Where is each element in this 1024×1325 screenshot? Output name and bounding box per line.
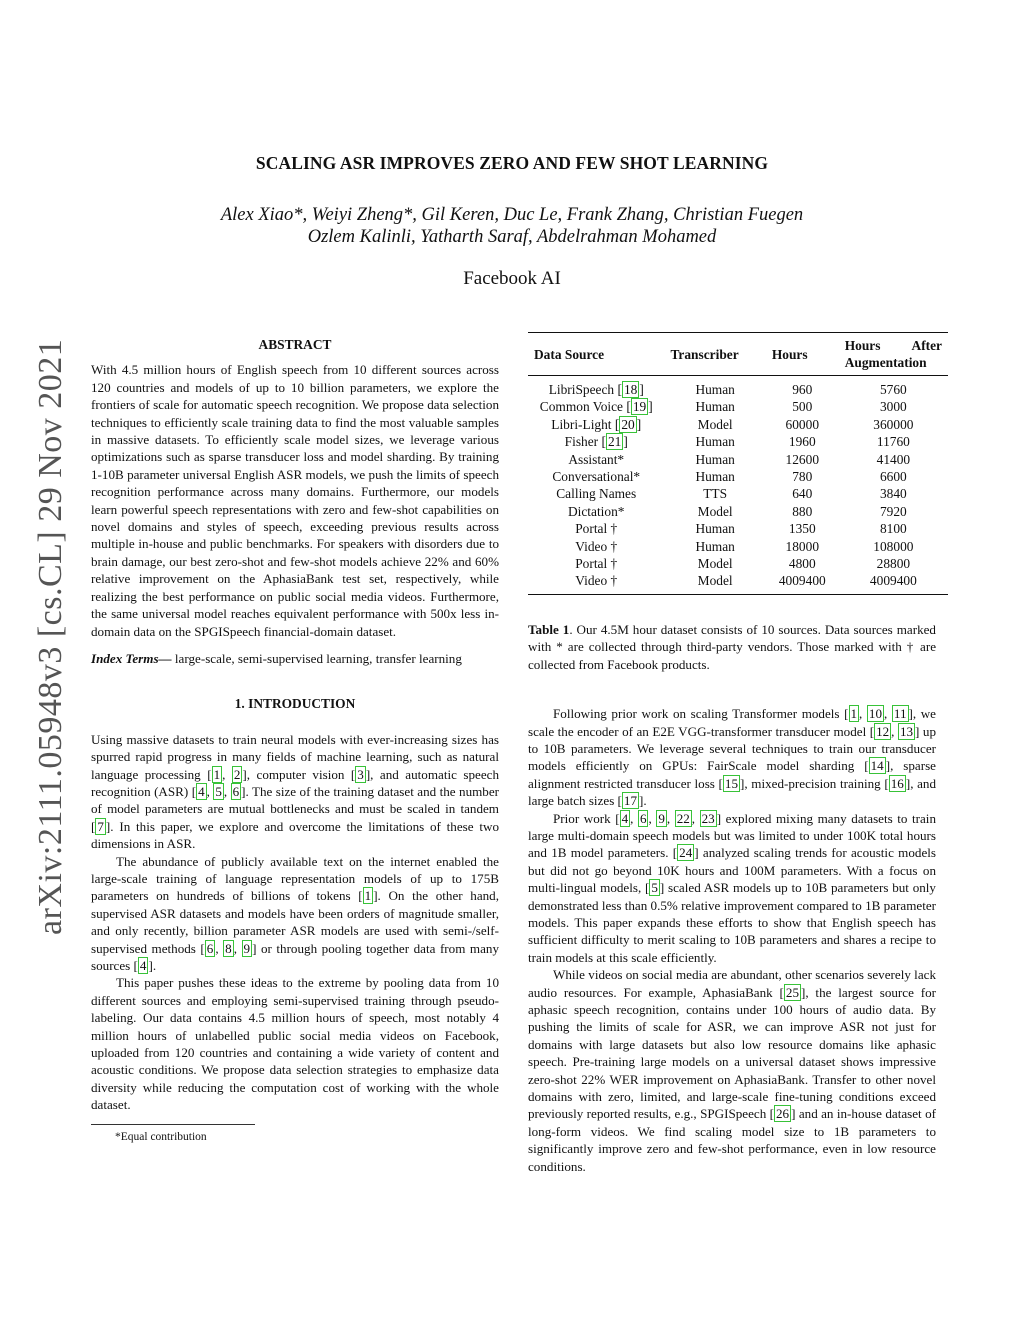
cell-hours: 640 (792, 486, 813, 502)
cell-data-source: Portal † (575, 556, 618, 572)
citation-link[interactable]: 21 (607, 434, 622, 450)
citation-link[interactable]: 18 (623, 382, 638, 397)
cell-hours-augmented: 360000 (873, 416, 914, 432)
cell-hours-augmented: 3840 (879, 486, 907, 502)
citation-link[interactable]: 7 (97, 818, 104, 834)
right-paragraph-3: While videos on social media are abundant, other scenarios severely lack audio resources. For example, AphasiaBank [ 25 ], the largest source for aphasic speech recognition, contains under 100 hours of audio data. By pushing the limits of scale for ASR, we can improve ASR not just for domains with large datasets but also low resource domains like aphasic speech. Pre-training large models on a universal dataset shows impressive zero-shot 22% WER improvement on AphasiaBank. Transfer to other novel domains with zero, limited, and large-scale fine-tuning conditions exceed previously reported results, e.g., SPGISpeech [ 26 ] and an in-house dataset of long-form videos. We find scaling model size to 1B parameters to significantly improve zero and few-shot performance, even in low resource conditions. (528, 967, 936, 1174)
cell-transcriber: Human (695, 399, 735, 415)
table-row (528, 538, 948, 555)
cell-hours-augmented: 5760 (879, 382, 907, 397)
citation-link[interactable]: 15 (724, 775, 738, 791)
citation-link[interactable]: 17 (623, 793, 638, 809)
cell-hours-augmented: 28800 (876, 556, 911, 572)
intro-paragraph-1: Using massive datasets to train neural models with ever-increasing sizes has spurred rapid progress in many fields of machine learning, such as natural language processing [ 1 , 2 ], computer vision [ 3 ], and automatic speech recognition (ASR) [ 4 , 5 , 6 ]. The size of the training dataset and the number of model parameters are mutual bottlenecks and must be scaled in tandem [ 7 ]. In this paper, we explore and overcome the limitations of these two dimensions in ASR. (91, 731, 500, 852)
citation-link[interactable]: 26 (776, 1106, 790, 1122)
cell-data-source: Video † (575, 538, 618, 554)
cell-transcriber: Model (697, 556, 733, 572)
header-hours: Hours (771, 346, 808, 362)
cell-transcriber: Human (695, 382, 735, 397)
footnote-rule (91, 1124, 255, 1125)
citation-link[interactable]: 19 (632, 399, 647, 415)
cell-hours-augmented: 7920 (879, 503, 907, 519)
cell-data-source: Video † (575, 573, 618, 589)
cell-hours: 500 (792, 399, 813, 415)
citation-link[interactable]: 1 (364, 888, 372, 904)
citation-link[interactable]: 9 (658, 810, 665, 826)
cell-hours: 4800 (788, 556, 816, 572)
cell-data-source: LibriSpeech [ 18 ] (548, 382, 644, 397)
table-body (528, 376, 948, 595)
cell-hours: 780 (792, 469, 813, 485)
citation-link[interactable]: 16 (890, 775, 904, 791)
paper-title: SCALING ASR IMPROVES ZERO AND FEW SHOT LEARNING (255, 153, 769, 173)
cell-hours: 960 (792, 382, 813, 397)
citation-link[interactable]: 6 (639, 810, 647, 826)
citation-link[interactable]: 22 (676, 810, 690, 826)
table-row (528, 485, 948, 502)
citation-link[interactable]: 4 (621, 810, 629, 826)
cell-transcriber: Human (695, 538, 735, 554)
citation-link[interactable]: 3 (357, 766, 364, 782)
dataset-table (528, 332, 948, 595)
citation-link[interactable]: 5 (215, 783, 222, 799)
cell-transcriber: Human (695, 521, 735, 537)
citation-link[interactable]: 4 (139, 958, 147, 973)
cell-hours: 18000 (785, 538, 820, 554)
cell-hours-augmented: 4009400 (869, 573, 917, 589)
citation-link[interactable]: 9 (243, 940, 251, 956)
table-header-row (528, 333, 948, 376)
cell-hours: 4009400 (778, 573, 826, 589)
index-terms (91, 650, 499, 667)
cell-hours-augmented: 41400 (876, 451, 911, 467)
header-data-source: Data Source (534, 346, 605, 362)
cell-transcriber: Human (695, 451, 735, 467)
cell-data-source: Dictation* (567, 503, 625, 519)
abstract-heading: ABSTRACT (258, 337, 332, 352)
citation-link[interactable]: 6 (232, 783, 240, 799)
citation-link[interactable]: 6 (206, 940, 214, 956)
cell-transcriber: TTS (703, 486, 728, 502)
table-row (528, 398, 948, 415)
table-row (528, 416, 948, 433)
citation-link[interactable]: 11 (893, 706, 907, 722)
cell-data-source: Conversational* (552, 469, 641, 485)
table-caption-text: . Our 4.5M hour dataset consists of 10 sources. Data sources marked with * are collected through third-party vendors. Those marked with † are collected from Facebook products. (528, 621, 936, 672)
table-row (528, 433, 948, 450)
cell-transcriber: Model (697, 573, 733, 589)
table-row (528, 572, 948, 594)
citation-link[interactable]: 23 (701, 810, 715, 826)
table-row (528, 376, 948, 399)
citation-link[interactable]: 10 (868, 706, 883, 722)
citation-link[interactable]: 20 (621, 416, 635, 432)
table-caption (528, 621, 936, 673)
table-row (528, 555, 948, 572)
right-column (528, 332, 942, 1175)
right-paragraph-1: Following prior work on scaling Transformer models [ 1 , 10 , 11 ], we scale the encoder of an E2E VGG-transformer transducer model [ 12 , 13 ] up to 10B parameters. We leverage several techniques to train our transducer models efficiently on GPUs: FairScale model sharding [ 14 ], sparse alignment restricted transducer loss [ 15 ], mixed-precision training [ 16 ], and large batch sizes [ 17 ]. (528, 706, 937, 809)
cell-hours-augmented: 11760 (876, 434, 910, 450)
citation-link[interactable]: 8 (225, 940, 232, 956)
citation-link[interactable]: 2 (233, 766, 241, 782)
cell-transcriber: Model (697, 416, 733, 432)
cell-hours: 60000 (785, 416, 820, 432)
cell-data-source: Calling Names (556, 486, 637, 502)
cell-data-source: Common Voice [ 19 ] (539, 399, 653, 415)
authors-line-2: Ozlem Kalinli, Yatharth Saraf, Abdelrahman Mohamed (307, 227, 717, 247)
table-row (528, 468, 948, 485)
cell-data-source: Portal † (575, 521, 618, 537)
index-terms-label: Index Terms— (91, 650, 172, 666)
cell-hours-augmented: 3000 (879, 399, 907, 415)
introduction-heading: 1. INTRODUCTION (234, 696, 356, 712)
right-paragraph-2: Prior work [ 4 , 6 , 9 , 22 , 23 ] explored mixing many datasets to train large multi-domain speech models but was limited to under 100K total hours and 1B model parameters. [ 24 ] analyzed scaling trends for acoustic models but did not go beyond 10K hours and 100M parameters. With a focus on multi-lingual models, [ 5 ] scaled ASR models up to 10B parameters but only demonstrated less than 0.5% relative improvement compared to 1B parameter models. This paper expands these efforts to show that English speech has sufficient difficulty to merit scaling to 10B parameters and shares a recipe to train models at this scale efficiently. (528, 810, 937, 965)
citation-link[interactable]: 1 (213, 766, 221, 782)
cell-hours: 880 (792, 503, 813, 519)
header-hours-after-augmentation: Hours After Augmentation (844, 338, 942, 370)
citation-link[interactable]: 13 (899, 723, 914, 739)
table-caption-label: Table 1 (528, 621, 570, 637)
cell-transcriber: Human (695, 469, 735, 485)
cell-hours-augmented: 6600 (879, 469, 907, 485)
footnote: *Equal contribution (115, 1130, 207, 1143)
left-column (91, 336, 499, 1146)
cell-hours-augmented: 108000 (873, 538, 914, 554)
cell-data-source: Libri-Light [ 20 ] (551, 416, 642, 432)
citation-link[interactable]: 1 (850, 706, 858, 722)
cell-data-source: Fisher [ 21 ] (564, 434, 628, 450)
table-row (528, 451, 948, 468)
citation-link[interactable]: 25 (785, 984, 799, 1000)
cell-transcriber: Model (697, 503, 733, 519)
author-list (0, 204, 1024, 248)
intro-paragraph-2: The abundance of publicly available text on the internet enabled the large-scale training of language representation models of up to 175B parameters on hundreds of billions of tokens [ 1 ]. On the other hand, supervised ASR datasets and models have been orders of magnitude smaller, and only recently, billion parameter ASR models are used with semi-/self-supervised methods [ 6 , 8 , 9 ] or through pooling together data from many sources [ 4 ]. (91, 853, 500, 973)
arxiv-identifier: arXiv:2111.05948v3 [cs.CL] 29 Nov 2021 (32, 338, 69, 935)
cell-transcriber: Human (695, 434, 735, 450)
header-transcriber: Transcriber (670, 346, 739, 362)
cell-data-source: Assistant* (568, 451, 625, 467)
table-row (528, 520, 948, 537)
affiliation: Facebook AI (463, 268, 561, 289)
cell-hours: 1350 (788, 521, 816, 537)
table-row (528, 503, 948, 520)
citation-link[interactable]: 24 (679, 845, 693, 861)
citation-link[interactable]: 14 (870, 758, 884, 774)
index-terms-text: large-scale, semi-supervised learning, transfer learning (171, 650, 462, 666)
citation-link[interactable]: 12 (876, 723, 890, 739)
intro-paragraph-3: This paper pushes these ideas to the extreme by pooling data from 10 different sources and employing semi-supervised training through pseudo-labeling. Our data contains 4.5 million hours of speech, most notably 4 million hours of unlabelled public social media videos on Facebook, uploaded from 120 countries and containing a wide variety of content and acoustic conditions. We propose data selection strategies to emphasize data diversity while reducing the computation cost of working with the whole dataset. (91, 975, 499, 1113)
abstract-text: With 4.5 million hours of English speech from 10 different sources across 120 countries and models of up to 10 billion parameters, we explore the frontiers of scale for automatic speech recognition. We propose data selection techniques to efficiently scale training data to find the most valuable samples in massive datasets. To efficiently scale model sizes, we leverage various optimizations such as sparse transducer loss and model sharding. By training 1-10B parameter universal English ASR models, we push the limits of speech recognition performance across many domains. Furthermore, our models learn powerful speech representations with zero and few-shot capabilities on novel domains and styles of speech, exceeding previous results across multiple in-house and public benchmarks. For speakers with disorders due to brain damage, our best zero-shot and few-shot models achieve 22% and 60% relative improvement on the AphasiaBank test set, respectively, while realizing the best performance on public social media videos. Furthermore, the same universal model reaches equivalent performance with 500x less in-domain data on the SPGISpeech financial-domain dataset. (91, 362, 499, 639)
authors-line-1: Alex Xiao*, Weiyi Zheng*, Gil Keren, Duc Le, Frank Zhang, Christian Fuegen (220, 205, 804, 225)
cell-hours: 12600 (785, 451, 820, 467)
citation-link[interactable]: 5 (651, 880, 658, 896)
cell-hours: 1960 (788, 434, 816, 450)
cell-hours-augmented: 8100 (879, 521, 907, 537)
citation-link[interactable]: 4 (198, 783, 205, 799)
